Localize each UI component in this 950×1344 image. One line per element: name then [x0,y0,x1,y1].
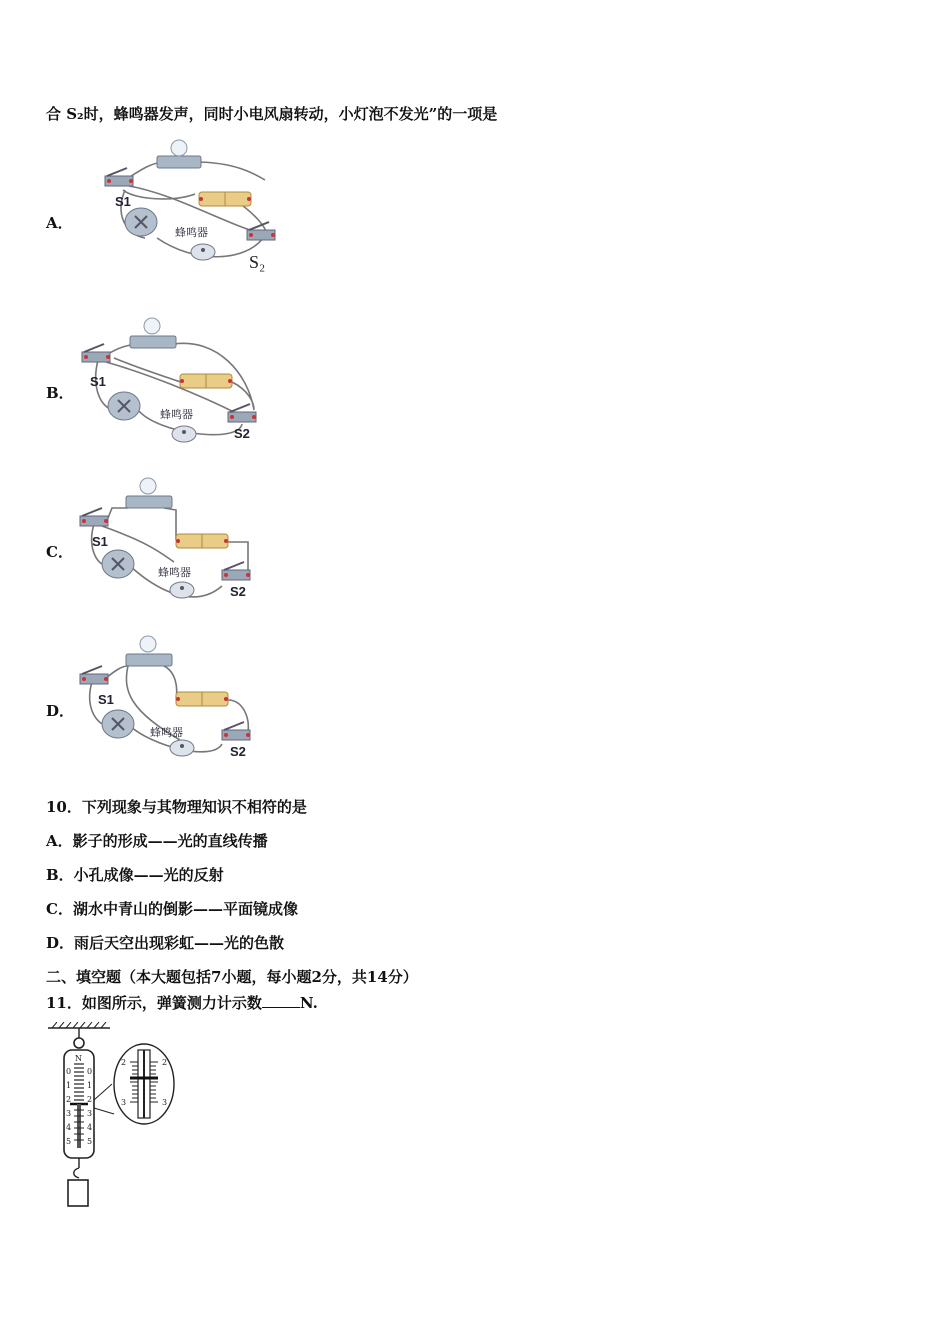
scale-tick-right-5: 5 [87,1137,93,1146]
q9-option-b-label: B． [46,384,74,402]
q10-option-d: D．雨后天空出现彩虹——光的色散 [46,934,285,952]
scale-tick-left-1: 1 [66,1081,72,1090]
q10-stem: 10．下列现象与其物理知识不相符的是 [46,798,307,816]
scale-tick-right-0: 0 [87,1067,93,1076]
q11-unit: N. [299,994,318,1012]
buzzer-label: 蜂鸣器 [160,408,193,421]
scale-tick-right-3: 3 [87,1109,93,1118]
circuit-diagram-d [72,632,262,772]
scale-unit: N [75,1054,82,1063]
zoom-label-2-right: 2 [162,1058,168,1067]
q9-option-c-label: C． [46,543,73,561]
s1-label: S1 [92,534,108,549]
zoom-label-3-right: 3 [162,1098,168,1107]
q11-stem [46,992,318,1013]
s2-label: S2 [230,744,246,759]
scale-tick-left-3: 3 [66,1109,72,1118]
s2-label: S2 [234,426,250,441]
s1-label: S1 [90,374,106,389]
circuit-diagram-b [78,314,268,454]
buzzer-label: 蜂鸣器 [175,226,208,239]
zoom-label-3-left: 3 [121,1098,127,1107]
scale-tick-left-0: 0 [66,1067,72,1076]
buzzer-label: 蜂鸣器 [158,566,191,579]
scale-tick-right-4: 4 [87,1123,93,1132]
q10-option-a: A．影子的形成——光的直线传播 [46,832,268,850]
s1-label: S1 [98,692,114,707]
s2-label: S₂ [249,252,266,272]
scale-tick-left-2: 2 [66,1095,72,1104]
q11-stem-text: 11．如图所示，弹簧测力计示数 [46,994,262,1012]
scale-tick-right-1: 1 [87,1081,93,1090]
q10-option-c: C．湖水中青山的倒影——平面镜成像 [46,900,298,918]
s2-label: S2 [230,584,246,599]
buzzer-label: 蜂鸣器 [150,726,183,739]
q9-option-d-label: D． [46,702,75,720]
scale-tick-left-5: 5 [66,1137,72,1146]
zoom-label-2-left: 2 [121,1058,127,1067]
q9-option-a-label: A． [46,214,73,232]
scale-tick-right-2: 2 [87,1095,93,1104]
spring-scale-figure [44,1022,179,1212]
answer-blank[interactable] [262,993,300,1008]
q10-option-b: B．小孔成像——光的反射 [46,866,224,884]
section-2-heading: 二、填空题（本大题包括7小题，每小题2分，共14分） [46,968,418,986]
circuit-diagram-a [95,134,295,274]
scale-tick-left-4: 4 [66,1123,72,1132]
s1-label: S1 [115,194,131,209]
q9-intro-line: 合 S₂时，蜂鸣器发声，同时小电风扇转动，小灯泡不发光”的一项是 [46,105,498,123]
circuit-diagram-c [72,474,262,614]
